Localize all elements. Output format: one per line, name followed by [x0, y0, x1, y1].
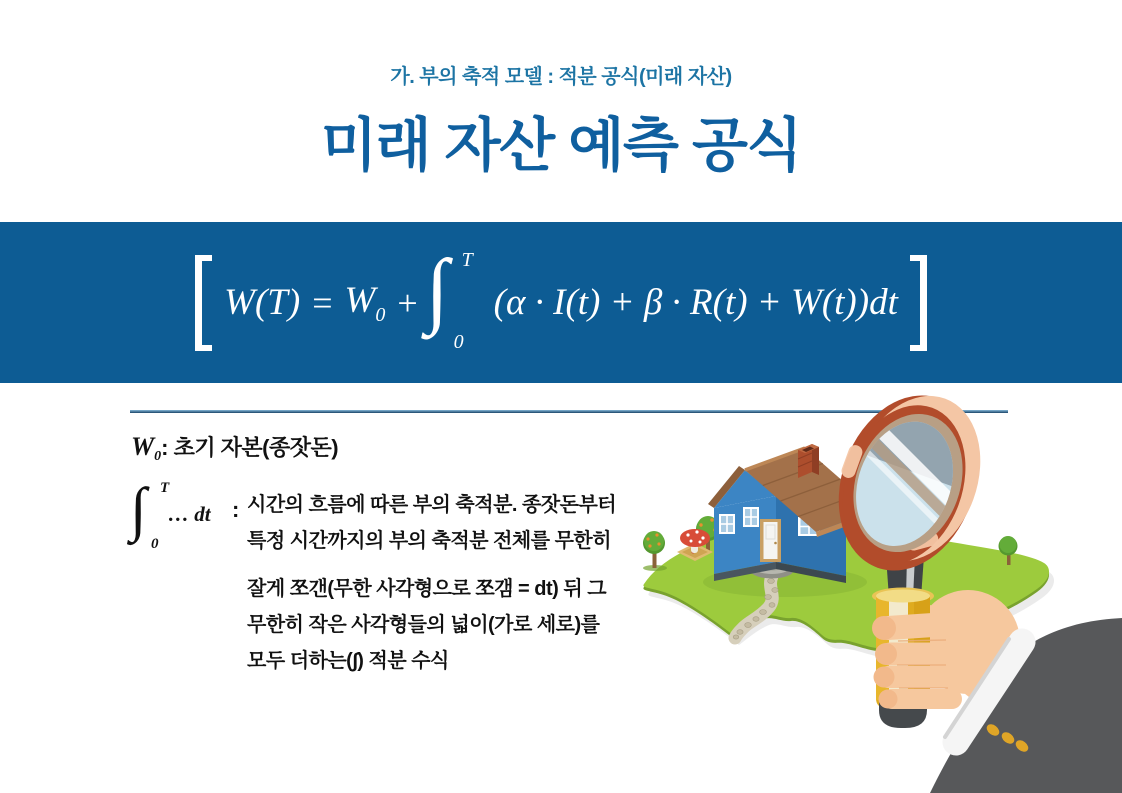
integral-lower-limit: 0: [453, 330, 464, 353]
integral-colon: :: [232, 497, 240, 522]
integral-upper-limit: T: [461, 248, 473, 271]
integral-upper-limit: T: [160, 480, 170, 496]
explanation-line: 시간의 흐름에 따른 부의 축적분. 종잣돈부터: [247, 494, 617, 516]
house-magnifier-illustration: [600, 390, 1122, 793]
integral-sign: ∫: [425, 242, 449, 336]
explanation-line: 모두 더하는(∫) 적분 수식: [247, 650, 449, 672]
window: [719, 514, 735, 534]
integral-lower-limit: 0: [151, 536, 159, 552]
w0-subscript: 0: [154, 449, 162, 464]
chimney: [798, 444, 819, 478]
slide-kicker: 가. 부의 축적 모델 : 적분 공식(미래 자산): [390, 66, 732, 88]
definition-integral-term: [130, 476, 246, 561]
formula-bracket-left-icon: [195, 255, 212, 351]
formula-bracket-right-icon: [910, 255, 927, 351]
explanation-line: 특정 시간까지의 부의 축적분 전체를 무한히: [247, 530, 612, 552]
formula-equals: =: [312, 282, 333, 323]
explanation-line: 잘게 쪼갠(무한 사각형으로 쪼갬 = dt) 뒤 그: [247, 578, 607, 600]
w0-symbol: W: [131, 432, 155, 461]
formula-banner: [0, 222, 1122, 383]
page-title: 미래 자산 예측 공식: [320, 113, 802, 178]
integral-sign: ∫: [130, 476, 147, 542]
window: [743, 507, 759, 527]
integral-dots-dt: … dt: [168, 502, 211, 526]
formula-wt: W(T): [224, 282, 301, 323]
explanation-paragraph-2: [247, 571, 606, 679]
formula-plus: +: [397, 282, 418, 323]
formula-integral: [425, 242, 482, 355]
formula-w0: $W_0$: [344, 279, 386, 326]
formula-w0-sub: 0: [375, 303, 386, 326]
explanation-paragraph-1: [247, 487, 616, 559]
definition-w0: [131, 431, 338, 465]
hand-fingers: [872, 616, 952, 709]
w0-description: : 초기 자본(종잣돈): [161, 435, 339, 460]
formula-integrand: (α · I(t) + β · R(t) + W(t))dt: [493, 282, 898, 323]
explanation-line: 무한히 작은 사각형들의 넓이(가로 세로)를: [247, 614, 600, 636]
